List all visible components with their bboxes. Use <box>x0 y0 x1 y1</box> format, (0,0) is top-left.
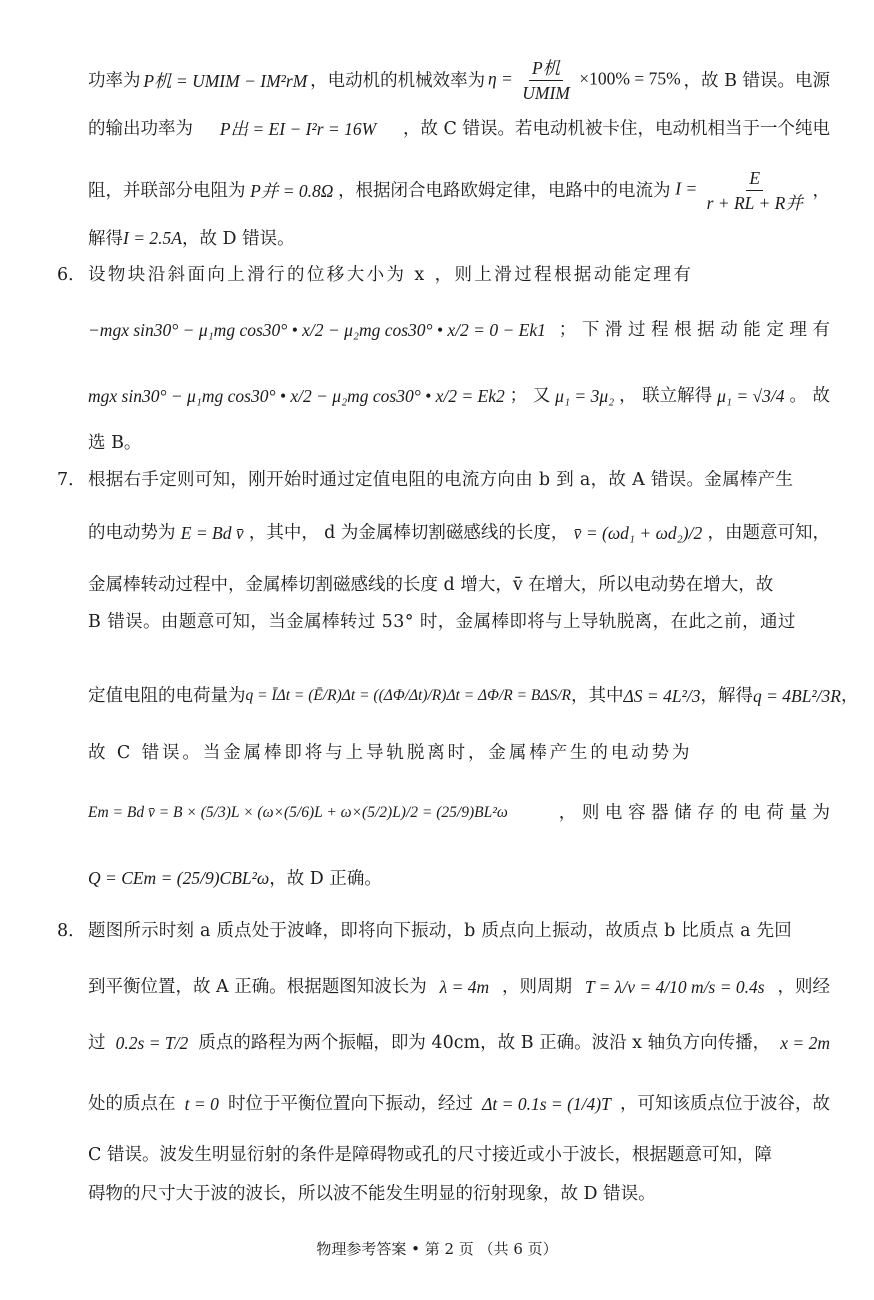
page-footer: 物理参考答案 • 第 2 页 （共 6 页） <box>316 1240 558 1258</box>
formula-capacitor-charge: Q = CEm = (25/9)CBL²ω <box>88 868 270 888</box>
q7-line-5: 定值电阻的电荷量为 q = ĪΔt = (Ē/R)Δt = ((ΔΦ/Δt)/R)Δt = ΔΦ/R = BΔS/R ，其中 ΔS = 4L²/3 ，解得 q = 4BL²/3R ， <box>88 683 830 709</box>
formula-mechanical-power: P机 = UMIM − IM²rM <box>143 70 308 91</box>
formula-upward-energy: −mgx sin30° − μ₁mg cos30° • x/2 − μ₂mg cos30° • x/2 = 0 − Ek1 <box>88 320 546 340</box>
formula-wavelength: λ = 4m <box>439 977 490 997</box>
q5-line-3 <box>88 166 830 215</box>
text: ， <box>812 180 830 201</box>
formula-charge: q = ĪΔt = (Ē/R)Δt = ((ΔΦ/Δt)/R)Δt = ΔΦ/R = BΔS/R <box>245 687 572 704</box>
q7-line-3: 金属棒转动过程中，金属棒切割磁感线的长度 d 增大，v̄ 在增大，所以电动势在增大，故 <box>88 575 774 595</box>
text: ，电动机的机械效率为 <box>310 70 486 91</box>
formula-emf: E = Bd v̄ <box>180 523 244 543</box>
q5-line-2 <box>88 116 830 142</box>
formula-current-result: I = 2.5A <box>123 228 182 248</box>
formula-half-period: 0.2s = T/2 <box>115 1033 189 1053</box>
q8-line-3: 过 0.2s = T/2 质点的路程为两个振幅，即为 40cm，故 B 正确。波沿 x 轴负方向传播， x = 2m <box>88 1030 830 1056</box>
q6-line-2 <box>88 317 830 343</box>
text: 的输出功率为 <box>88 119 193 139</box>
q8-line-5: C 错误。波发生明显衍射的条件是障碍物或孔的尺寸接近或小于波长，根据题意可知，障 <box>88 1145 772 1165</box>
text: ； 下 滑 过 程 根 据 动 能 定 理 有 <box>558 320 830 340</box>
formula-average-velocity: v̄ = (ωd₁ + ωd₂)/2 <box>573 523 703 543</box>
q7-line-2: 的电动势为 E = Bd v̄ ，其中， d 为金属棒切割磁感线的长度， v̄ = (ωd₁ + ωd₂)/2 ，由题意可知， <box>88 520 830 546</box>
q7-line-1: 根据右手定则可知，刚开始时通过定值电阻的电流方向由 b 到 a，故 A 错误。金属棒产生 <box>88 470 794 490</box>
formula-time-zero: t = 0 <box>184 1094 219 1114</box>
q7-line-4: B 错误。由题意可知，当金属棒转过 53° 时，金属棒即将与上导轨脱离，在此之前，通过 <box>88 612 796 632</box>
question-number-7: 7． <box>57 470 86 490</box>
q5-line-1 <box>88 56 830 105</box>
formula-downward-energy: mgx sin30° − μ₁mg cos30° • x/2 − μ₂mg cos30° • x/2 = Ek2 <box>88 386 505 406</box>
q8-line-4: 处的质点在 t = 0 时位于平衡位置向下振动，经过 Δt = 0.1s = (1/4)T ，可知该质点位于波谷，故 <box>88 1091 830 1117</box>
formula-position: x = 2m <box>780 1033 830 1053</box>
formula-area: ΔS = 4L²/3 <box>623 686 701 706</box>
question-number-6: 6． <box>57 265 86 285</box>
text: ，故 C 错误。若电动机被卡住，电动机相当于一个纯电 <box>402 119 830 139</box>
text: ，根据闭合电路欧姆定律，电路中的电流为 <box>338 180 671 201</box>
question-number-8: 8． <box>57 921 86 941</box>
formula-current: I = E r + RL + R并 <box>675 168 803 213</box>
q6-line-4: 选 B。 <box>88 433 142 453</box>
formula-efficiency: η = P机 UMIM ×100% = 75% <box>488 58 681 103</box>
formula-mu-ratio: μ₁ = 3μ₂ <box>555 386 615 406</box>
formula-quarter-period: Δt = 0.1s = (1/4)T <box>482 1094 611 1114</box>
text: 阻，并联部分电阻为 <box>88 180 246 201</box>
q8-line-6: 碍物的尺寸大于波的波长，所以波不能发生明显的衍射现象，故 D 错误。 <box>88 1184 656 1204</box>
q6-line-3: mgx sin30° − μ₁mg cos30° • x/2 − μ₂mg cos30° • x/2 = Ek2 ； 又 μ₁ = 3μ₂ ， 联立解得 μ₁ = √3/4 。 故 <box>88 383 830 409</box>
formula-charge-result: q = 4BL²/3R <box>752 686 841 706</box>
text: 功率为 <box>88 70 141 91</box>
q7-line-6: 故 C 错误。当金属棒即将与上导轨脱离时，金属棒产生的电动势为 <box>88 743 693 763</box>
formula-emf-max: Em = Bd v̄ = B × (5/3)L × (ω×(5/6)L + ω×(5/2)L)/2 = (25/9)BL²ω <box>88 804 508 821</box>
q8-line-1: 题图所示时刻 a 质点处于波峰，即将向下振动，b 质点向上振动，故质点 b 比质点 a 先回 <box>88 921 792 941</box>
q6-line-1: 设物块沿斜面向上滑行的位移大小为 x ，则上滑过程根据动能定理有 <box>88 265 694 285</box>
q7-line-8: Q = CEm = (25/9)CBL²ω，故 D 正确。 <box>88 868 382 889</box>
formula-period: T = λ/v = 4/10 m/s = 0.4s <box>584 977 765 997</box>
formula-output-power: P出 = EI − I²r = 16W <box>219 119 377 139</box>
formula-parallel-resistance: P并 = 0.8Ω <box>250 180 334 201</box>
text: ，故 B 错误。电源 <box>683 70 830 91</box>
text: ， 则 电 容 器 储 存 的 电 荷 量 为 <box>558 803 830 823</box>
q7-line-7 <box>88 800 830 826</box>
q8-line-2: 到平衡位置，故 A 正确。根据题图知波长为 λ = 4m ，则周期 T = λ/v = 4/10 m/s = 0.4s ，则经 <box>88 974 830 1000</box>
formula-mu1-result: μ₁ = √3/4 <box>717 386 785 406</box>
q5-line-4: 解得I = 2.5A，故 D 错误。 <box>88 228 295 249</box>
